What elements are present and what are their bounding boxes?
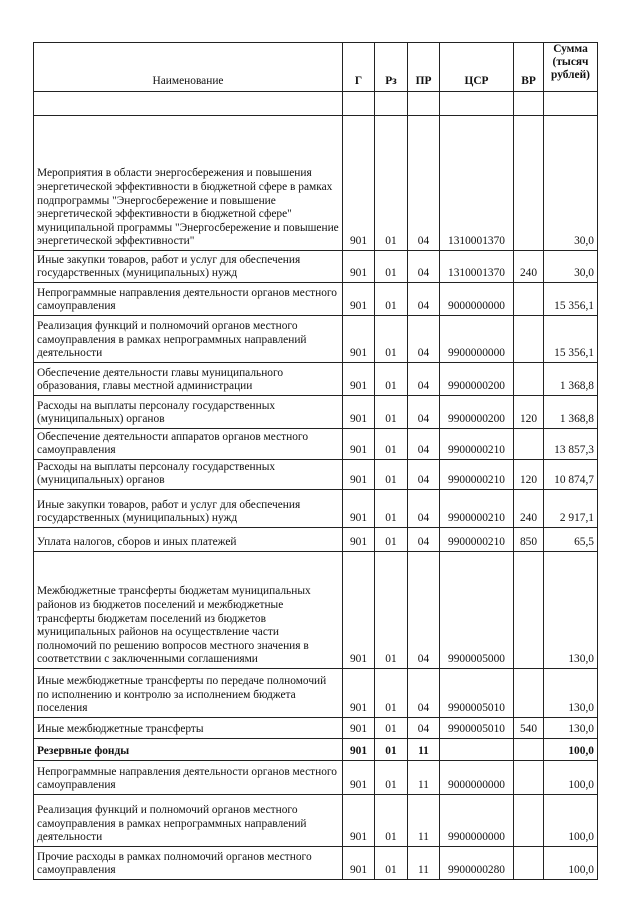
cell-csr: 9900000000 [440,795,514,847]
table-row [34,460,598,490]
cell-vr: 540 [514,718,544,739]
cell-sum: 100,0 [544,795,598,847]
cell-csr: 9900000210 [440,528,514,552]
cell-name: Реализация функций и полномочий органов местного самоуправления в рамках непрограммных направлений деятельности [34,795,343,847]
table-row [34,490,598,528]
table-row [34,795,598,847]
cell-vr [514,739,544,761]
cell-name: Непрограммные направления деятельности органов местного самоуправления [34,761,343,795]
cell-pr: 11 [408,761,440,795]
cell-sum: 130,0 [544,718,598,739]
cell-g: 901 [343,528,375,552]
cell-vr [514,283,544,316]
table-row [34,429,598,460]
cell-rz: 01 [375,396,408,429]
cell-g: 901 [343,739,375,761]
cell-sum: 1 368,8 [544,363,598,396]
cell-vr [514,795,544,847]
cell-sum: 2 917,1 [544,490,598,528]
cell-vr [514,116,544,251]
cell-name: Обеспечение деятельности главы муниципального образования, главы местной администрации [34,363,343,396]
cell-name: Прочие расходы в рамках полномочий органов местного самоуправления [34,847,343,880]
cell-vr [514,429,544,460]
cell-sum: 100,0 [544,739,598,761]
header-g: Г [343,43,375,92]
blank-cell [440,92,514,116]
cell-sum: 65,5 [544,528,598,552]
cell-vr: 240 [514,490,544,528]
table-row [34,363,598,396]
blank-cell [375,92,408,116]
cell-g: 901 [343,847,375,880]
cell-vr [514,552,544,669]
cell-pr: 04 [408,552,440,669]
header-vr: ВР [514,43,544,92]
cell-pr: 04 [408,718,440,739]
cell-pr: 04 [408,396,440,429]
table-row [34,552,598,669]
budget-document [33,42,597,880]
cell-pr: 04 [408,460,440,490]
cell-csr: 9000000000 [440,761,514,795]
cell-rz: 01 [375,528,408,552]
table-row [34,116,598,251]
cell-pr: 04 [408,316,440,363]
cell-name: Иные межбюджетные трансферты по передаче полномочий по исполнению и контролю за исполнением бюджета поселения [34,669,343,718]
cell-name: Расходы на выплаты персоналу государственных (муниципальных) органов [34,396,343,429]
blank-cell [34,92,343,116]
table-row [34,761,598,795]
cell-g: 901 [343,396,375,429]
cell-vr [514,669,544,718]
cell-csr: 9000000000 [440,283,514,316]
table-row [34,739,598,761]
cell-csr: 1310001370 [440,116,514,251]
cell-pr: 11 [408,847,440,880]
cell-g: 901 [343,283,375,316]
cell-g: 901 [343,460,375,490]
cell-rz: 01 [375,739,408,761]
cell-rz: 01 [375,283,408,316]
cell-vr [514,363,544,396]
cell-rz: 01 [375,460,408,490]
cell-name: Расходы на выплаты персоналу государственных (муниципальных) органов [34,460,343,490]
cell-g: 901 [343,316,375,363]
cell-sum: 15 356,1 [544,316,598,363]
cell-sum: 100,0 [544,761,598,795]
cell-name: Иные межбюджетные трансферты [34,718,343,739]
cell-sum: 130,0 [544,552,598,669]
cell-vr: 120 [514,396,544,429]
cell-csr: 9900005010 [440,718,514,739]
cell-g: 901 [343,552,375,669]
cell-name: Уплата налогов, сборов и иных платежей [34,528,343,552]
cell-vr: 240 [514,251,544,283]
cell-sum: 100,0 [544,847,598,880]
cell-name: Иные закупки товаров, работ и услуг для обеспечения государственных (муниципальных) нужд [34,251,343,283]
header-sum: Сумма (тысяч рублей) [544,43,598,92]
cell-rz: 01 [375,429,408,460]
cell-sum: 13 857,3 [544,429,598,460]
cell-vr [514,316,544,363]
cell-g: 901 [343,490,375,528]
cell-rz: 01 [375,552,408,669]
budget-table [33,42,598,880]
table-row [34,847,598,880]
cell-csr: 9900000210 [440,429,514,460]
cell-pr: 04 [408,283,440,316]
cell-name: Обеспечение деятельности аппаратов органов местного самоуправления [34,429,343,460]
cell-sum: 1 368,8 [544,396,598,429]
cell-rz: 01 [375,490,408,528]
table-body [34,92,598,880]
cell-sum: 130,0 [544,669,598,718]
cell-rz: 01 [375,116,408,251]
blank-cell [544,92,598,116]
cell-vr: 120 [514,460,544,490]
cell-pr: 04 [408,251,440,283]
cell-csr: 9900005010 [440,669,514,718]
cell-csr [440,739,514,761]
cell-g: 901 [343,429,375,460]
table-row [34,316,598,363]
cell-name: Реализация функций и полномочий органов местного самоуправления в рамках непрограммных направлений деятельности [34,316,343,363]
table-header-row [34,43,598,92]
cell-csr: 9900000280 [440,847,514,880]
table-row [34,669,598,718]
cell-g: 901 [343,363,375,396]
cell-pr: 04 [408,116,440,251]
cell-rz: 01 [375,363,408,396]
cell-csr: 9900000000 [440,316,514,363]
cell-g: 901 [343,251,375,283]
cell-pr: 11 [408,739,440,761]
blank-cell [343,92,375,116]
header-rz: Рз [375,43,408,92]
cell-rz: 01 [375,251,408,283]
header-pr: ПР [408,43,440,92]
cell-name: Мероприятия в области энергосбережения и повышения энергетической эффективности в бюджетной сфере в рамках подпрограммы "Энергосбережение и повышение энергетической эффективности в бюджетной сфере" муниципальной программы "Энергосбережение и повышение энергетической эффективности" [34,116,343,251]
cell-pr: 04 [408,528,440,552]
table-row [34,718,598,739]
cell-pr: 11 [408,795,440,847]
table-row [34,251,598,283]
header-csr: ЦСР [440,43,514,92]
cell-pr: 04 [408,490,440,528]
cell-rz: 01 [375,669,408,718]
cell-rz: 01 [375,847,408,880]
cell-rz: 01 [375,718,408,739]
blank-cell [514,92,544,116]
cell-csr: 9900000200 [440,363,514,396]
cell-g: 901 [343,718,375,739]
cell-rz: 01 [375,761,408,795]
header-name: Наименование [34,43,343,92]
cell-sum: 30,0 [544,116,598,251]
cell-g: 901 [343,116,375,251]
cell-name: Резервные фонды [34,739,343,761]
cell-csr: 9900000210 [440,490,514,528]
cell-g: 901 [343,669,375,718]
cell-g: 901 [343,761,375,795]
cell-pr: 04 [408,363,440,396]
cell-csr: 9900005000 [440,552,514,669]
cell-sum: 10 874,7 [544,460,598,490]
blank-spacer-row [34,92,598,116]
cell-sum: 30,0 [544,251,598,283]
cell-vr: 850 [514,528,544,552]
table-row [34,528,598,552]
cell-csr: 1310001370 [440,251,514,283]
cell-rz: 01 [375,316,408,363]
cell-vr [514,761,544,795]
table-row [34,396,598,429]
table-row [34,283,598,316]
cell-csr: 9900000200 [440,396,514,429]
cell-pr: 04 [408,429,440,460]
cell-vr [514,847,544,880]
cell-name: Иные закупки товаров, работ и услуг для обеспечения государственных (муниципальных) нужд [34,490,343,528]
cell-name: Межбюджетные трансферты бюджетам муниципальных районов из бюджетов поселений и межбюджетные трансферты бюджетам поселений из бюджетов муниципальных районов на осуществление части полномочий по решению вопросов местного значения в соответствии с заключенными соглашениями [34,552,343,669]
cell-g: 901 [343,795,375,847]
cell-pr: 04 [408,669,440,718]
cell-csr: 9900000210 [440,460,514,490]
blank-cell [408,92,440,116]
cell-sum: 15 356,1 [544,283,598,316]
cell-name: Непрограммные направления деятельности органов местного самоуправления [34,283,343,316]
cell-rz: 01 [375,795,408,847]
